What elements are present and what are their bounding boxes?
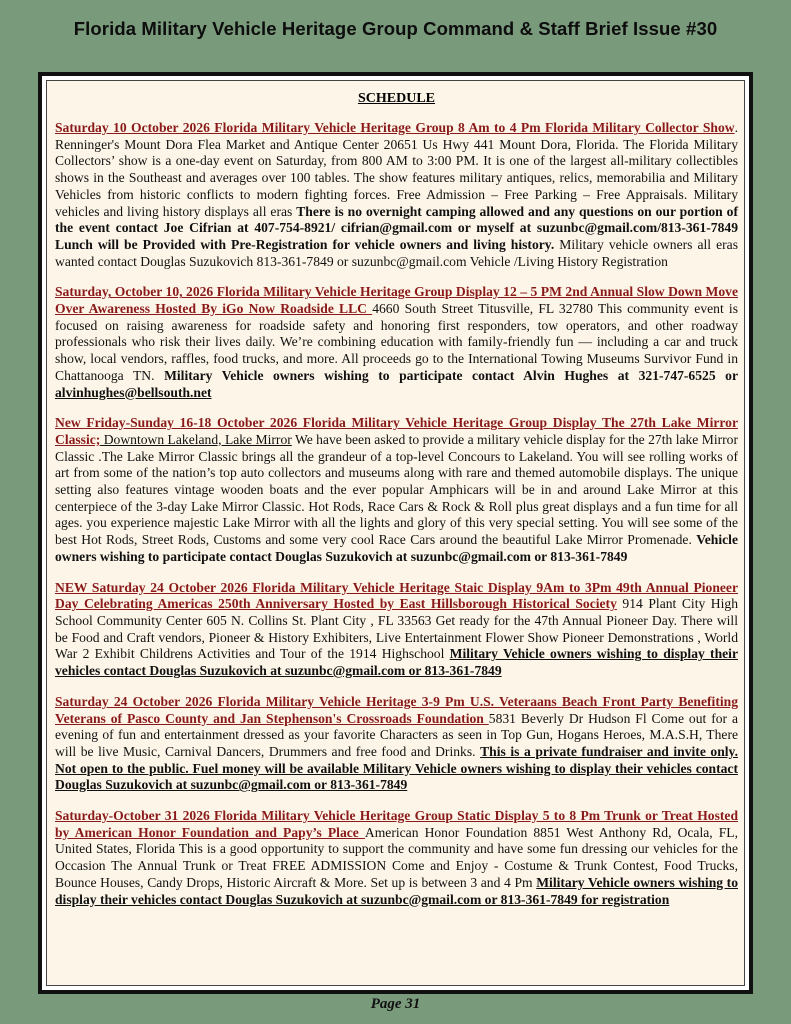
event-description: 914 Plant City High School Community Center 605 N. Collins St. Plant City , FL 33563 Get ready for the 47th Annual Pioneer Day. There will be Food and Craft vendors, Pioneer & History Exhibiters, Live Entertainment Flower Show Pioneer Demonstrations , World War 2 Exhibit Childrens Activities and Tour of the 1914 Highschool <box>55 596 738 662</box>
event-registration-note: Military vehicle owners all eras wanted contact Douglas Suzukovich 813-361-7849 or suzunbc@gmail.com Vehicle /Living History Registration <box>55 236 738 269</box>
schedule-heading: SCHEDULE <box>357 91 436 106</box>
event-contact-note: Vehicle owners wishing to participate contact Douglas Suzukovich at suzunbc@gmail.com or 813-361-7849 <box>55 532 738 564</box>
event-description: We have been asked to provide a military vehicle display for the 27th lake Mirror Classic .The Lake Mirror Classic brings all the grandeur of a top-level Concours to Lakeland. You will see rolling works of art from some of the nation’s top auto collectors and museums along with rare and themed automobile displays. The unique setting also features vintage wooden boats and the ever popular Amphicars will be in and around Lake Mirror at this centerpiece of the 3-day Lake Mirror Classic. Hot Rods, Race Cars & Rock & Roll plus great displays and a fun time for all ages. you experience majestic Lake Mirror with all the lights and glory of this very special setting. You will see some of the best Hot Rods, Street Rods, Customs and some very cool Race Cars around the beautiful Lake Mirror Promenade. <box>55 431 738 548</box>
event-contact-email: alvinhughes@bellsouth.net <box>55 384 212 400</box>
event-entry-lake-mirror-classic <box>55 415 738 565</box>
event-contact-note: There is no overnight camping allowed and any questions on our portion of the event contact Joe Cifrian at 407-754-8921/ cifrian@gmail.com or myself at suzunbc@gmail.com/813-361-7849 Lunch will be Provided with Pre-Registration for vehicle owners and living history. <box>55 203 738 252</box>
event-title: Saturday-October 31 2026 Florida Military Vehicle Heritage Group Static Display 5 to 8 Pm Trunk or Treat Hosted by American Honor Foundation and Papy’s Place <box>55 808 738 840</box>
event-entry-military-collector-show <box>55 120 738 270</box>
event-contact-note: Military Vehicle owners wishing to display their vehicles contact Douglas Suzukovich at suzunbc@gmail.com or 813-361-7849 <box>55 646 738 679</box>
page-header-title: Florida Military Vehicle Heritage Group Command & Staff Brief Issue #30 <box>73 18 718 39</box>
event-location: Downtown Lakeland, Lake Mirror <box>100 431 292 447</box>
event-title: Saturday, October 10, 2026 Florida Military Vehicle Heritage Group Display 12 – 5 PM 2nd Annual Slow Down Move Over Awareness Hosted By iGo Now Roadside LLC <box>55 284 738 317</box>
schedule-frame <box>38 72 753 994</box>
event-description: 5831 Beverly Dr Hudson Fl Come out for a evening of fun and entertainment dressed as your favorite Characters as seen in Top Gun, Hogans Heroes, M.A.S.H, There will be live Music, Carnival Dancers, Drummers and free food and Drinks. <box>55 710 739 759</box>
event-entry-veterans-beach-party <box>55 694 738 794</box>
event-entry-slow-down-move-over <box>55 284 738 401</box>
page-number: Page 31 <box>370 996 421 1012</box>
event-title: Saturday 10 October 2026 Florida Military Vehicle Heritage Group 8 Am to 4 Pm Florida Military Collector Show <box>55 120 735 135</box>
event-title: NEW Saturday 24 October 2026 Florida Military Vehicle Heritage Staic Display 9Am to 3Pm 49th Annual Pioneer Day Celebrating Americas 250th Anniversary Hosted by East Hillsborough Historical Society <box>55 579 738 612</box>
event-description: . Renninger's Mount Dora Flea Market and Antique Center 20651 Us Hwy 441 Mount Dora, Florida. The Florida Military Collectors’ show is a one-day event on Saturday, from 800 AM to 3:00 PM. It is one of the largest all-military collectibles shows in the Southeast and averages over 100 tables. The show features military antiques, relics, memorabilia and Military Vehicles from historic conflicts to modern fighting forces. Free Admission – Free Parking – Free Appraisals. Military vehicles and living history displays all eras <box>55 120 738 219</box>
event-entry-pioneer-day <box>55 580 738 680</box>
event-description: American Honor Foundation 8851 West Anthony Rd, Ocala, FL, United States, Florida This is a good opportunity to support the community and have some fun dressing our vehicles for the Occasion The Annual Trunk or Treat FREE ADMISSION Come and Enjoy - Costume & Trunk Contest, Food Trucks, Bounce Houses, Candy Drops, Historic Aircraft & More. Set up is between 3 and 4 Pm <box>55 824 738 890</box>
schedule-panel <box>46 80 745 986</box>
event-contact-note: Military Vehicle owners wishing to display their vehicles contact Douglas Suzukovich at suzunbc@gmail.com or 813-361-7849 for registration <box>55 874 739 907</box>
event-entry-trunk-or-treat <box>55 808 738 908</box>
event-title: Saturday 24 October 2026 Florida Military Vehicle Heritage 3-9 Pm U.S. Veteraans Beach Front Party Benefiting Veterans of Pasco County and Jan Stephenson's Crossroads Foundation <box>55 693 738 726</box>
event-description: 4660 South Street Titusville, FL 32780 This community event is focused on raising awareness for roadside safety and honoring first responders, tow operators, and other roadway professionals who risk their lives daily. We’re combining education with family-friendly fun — including a car and truck show, local vendors, raffles, food trucks, and more. All proceeds go to the International Towing Museums Survivor Fund in Chattanooga TN. <box>55 301 738 383</box>
event-contact-note: Military Vehicle owners wishing to participate contact Alvin Hughes at 321-747-6525 or <box>164 367 738 383</box>
event-title: New Friday-Sunday 16-18 October 2026 Florida Military Vehicle Heritage Group Display The 27th Lake Mirror Classic; <box>55 415 738 447</box>
event-contact-note: This is a private fundraiser and invite only. Not open to the public. Fuel money will be available Military Vehicle owners wishing to display their vehicles contact Douglas Suzukovich at suzunbc@gmail.com or 813-361-7849 <box>55 743 738 793</box>
